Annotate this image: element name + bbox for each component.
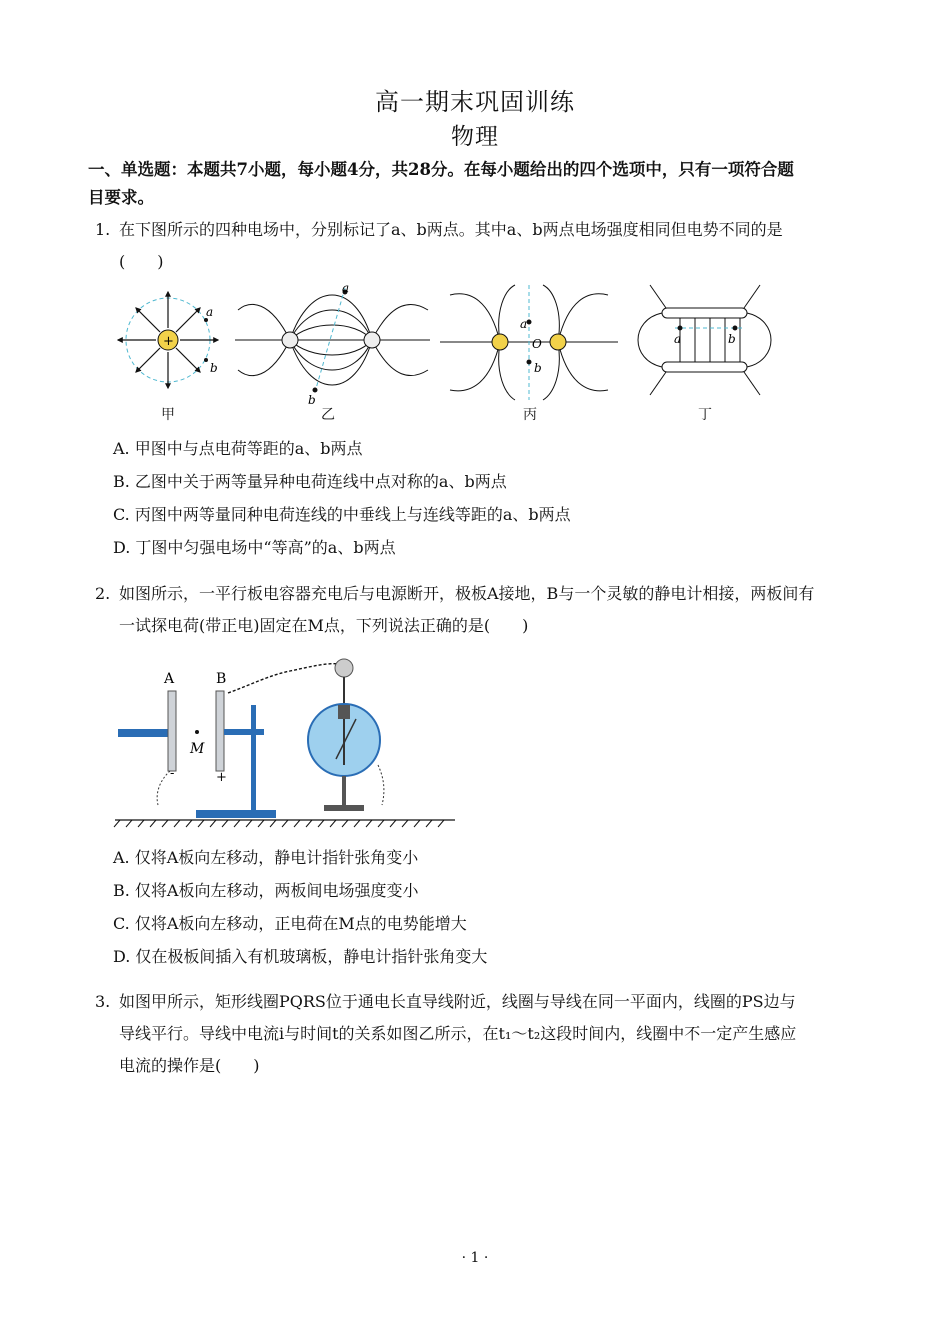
- q2-capacitor-figure: [110, 655, 460, 830]
- q3-stem-line3: 电流的操作是( ): [119, 1056, 260, 1075]
- question-number: 2.: [95, 584, 111, 603]
- stand-clamp: [224, 729, 264, 735]
- field-bing-diagram: [440, 285, 618, 400]
- charge-plus-label: +: [163, 334, 174, 349]
- question-1-stem: [95, 214, 870, 278]
- ground-surface: [114, 820, 455, 827]
- point-m-label: M: [190, 741, 205, 757]
- question-3-stem: [95, 986, 870, 1082]
- coiled-wire: [228, 664, 346, 693]
- point-a-label: a: [206, 305, 214, 319]
- point-o-label: O: [532, 337, 542, 351]
- field-yi-diagram: [235, 288, 430, 392]
- page-title: 高一期末巩固训练: [375, 88, 575, 116]
- q2-option-d: D. 仅在极板间插入有机玻璃板，静电计指针张角变大: [113, 947, 488, 966]
- question-2-stem: [95, 578, 870, 642]
- plate-a: [168, 691, 176, 771]
- point-a-label-ding: a: [674, 332, 682, 346]
- point-b-label: b: [210, 361, 218, 375]
- q3-stem-line2: 导线平行。导线中电流i与时间t的关系如图乙所示，在t₁～t₂这段时间内，线圈中不一定产生感应: [119, 1024, 797, 1043]
- point-b-label-yi: b: [308, 393, 316, 407]
- plate-a-minus: -: [170, 766, 175, 781]
- caption-yi: 乙: [321, 407, 335, 423]
- question-number: 1.: [95, 220, 111, 239]
- q1-option-c: C. 丙图中两等量同种电荷连线的中垂线上与连线等距的a、b两点: [113, 505, 571, 524]
- q2-stem-line2: 一试探电荷(带正电)固定在M点，下列说法正确的是( ): [119, 616, 529, 635]
- point-b-label-bing: b: [534, 361, 542, 375]
- electrometer-base: [324, 805, 364, 811]
- field-jia-diagram: [118, 292, 218, 388]
- section-heading-1: [88, 156, 878, 212]
- caption-bing: 丙: [523, 407, 537, 423]
- stand-pole: [251, 705, 256, 810]
- plate-a-label: A: [164, 671, 175, 687]
- q3-stem-line1: 如图甲所示，矩形线圈PQRS位于通电长直导线附近，线圈与导线在同一平面内，线圈的PS边与: [119, 992, 796, 1011]
- subject-title: 物理: [451, 124, 499, 150]
- point-b-label-ding: b: [728, 332, 736, 346]
- plate-b-plus: +: [216, 770, 227, 785]
- caption-ding: 丁: [698, 407, 712, 423]
- section-heading-line1: 一、单选题：本题共7小题，每小题4分，共28分。在每小题给出的四个选项中，只有一项符合题: [88, 160, 794, 179]
- electrometer-knob: [335, 659, 353, 677]
- caption-jia: 甲: [161, 407, 175, 423]
- q1-stem-line1: 在下图所示的四种电场中，分别标记了a、b两点。其中a、b两点电场强度相同但电势不同的是: [119, 220, 783, 239]
- q2-option-c: C. 仅将A板向左移动，正电荷在M点的电势能增大: [113, 914, 467, 933]
- q1-option-d: D. 丁图中匀强电场中“等高”的a、b两点: [113, 538, 396, 557]
- q1-option-a: A. 甲图中与点电荷等距的a、b两点: [113, 439, 363, 458]
- point-a-label-bing: a: [520, 317, 528, 331]
- field-ding-diagram: [638, 285, 771, 395]
- q2-stem-line1: 如图所示，一平行板电容器充电后与电源断开，极板A接地，B与一个灵敏的静电计相接，两板间有: [119, 584, 815, 603]
- plate-a-rod: [118, 729, 168, 737]
- point-a-label-yi: a: [342, 281, 350, 295]
- q2-option-b: B. 仅将A板向左移动，两板间电场强度变小: [113, 881, 419, 900]
- plate-b-label: B: [216, 671, 227, 687]
- q1-option-b: B. 乙图中关于两等量异种电荷连线中点对称的a、b两点: [113, 472, 507, 491]
- plate-b: [216, 691, 224, 771]
- question-number: 3.: [95, 992, 111, 1011]
- stand-base: [196, 810, 276, 818]
- q1-stem-line2: ( ): [119, 252, 164, 271]
- q2-option-a: A. 仅将A板向左移动，静电计指针张角变小: [113, 848, 419, 867]
- section-heading-line2: 目要求。: [88, 188, 154, 207]
- page-number: · 1 ·: [461, 1250, 489, 1266]
